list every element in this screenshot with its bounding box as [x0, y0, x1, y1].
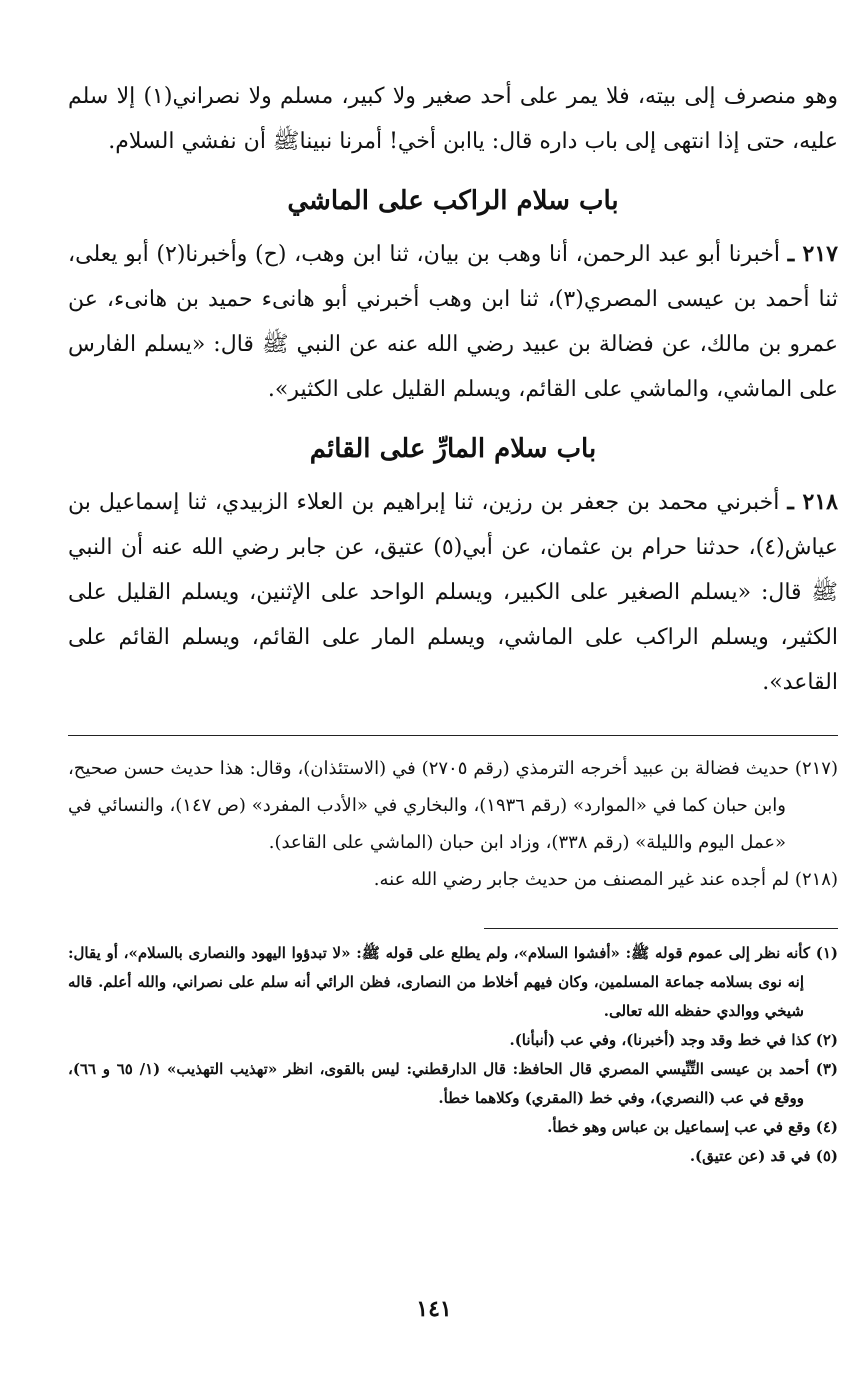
intro-paragraph: وهو منصرف إلى بيته، فلا يمر على أحد صغير ولا كبير، مسلم ولا نصراني(١) إلا سلم عليه، حتى إذا انتهى إلى باب داره قال: ياابن أخي! أمرنا نبيناﷺ أن نفشي السلام.: [68, 84, 838, 154]
footnote-4: (٤) وقع في عب إسماعيل بن عباس وهو خطأ.: [547, 1118, 838, 1136]
section-heading-2: باب سلام المارِّ على القائم: [309, 434, 597, 464]
page-content: [68, 74, 838, 1171]
hadith-text-217: أخبرنا أبو عبد الرحمن، أنا وهب بن بيان، ثنا ابن وهب، (ح) وأخبرنا(٢) أبو يعلى، ثنا أحمد بن عيسى المصري(٣)، ثنا ابن وهب أخبرني أبو هانىء حميد بن هانىء، عن عمرو بن مالك، عن فضالة بن عبيد رضي الله عنه عن النبي ﷺ قال: «يسلم الفارس على الماشي، والماشي على القائم، ويسلم القليل على الكثير».: [68, 242, 838, 402]
footnote-5: (٥) في قد (عن عتيق).: [689, 1147, 838, 1165]
commentary-218: (٢١٨) لم أجده عند غير المصنف من حديث جابر رضي الله عنه.: [373, 869, 838, 890]
page-number: ١٤١: [416, 1296, 452, 1322]
hadith-number-218: ٢١٨ ـ: [787, 489, 838, 515]
section-heading-1: باب سلام الراكب على الماشي: [287, 186, 619, 216]
commentary-217: (٢١٧) حديث فضالة بن عبيد أخرجه الترمذي (رقم ٢٧٠٥) في (الاستئذان)، وقال: هذا حديث حسن صحيح، وابن حبان كما في «الموارد» (رقم ١٩٣٦)، والبخاري في «الأدب المفرد» (ص ١٤٧)، والنسائي في «عمل اليوم والليلة» (رقم ٣٣٨)، وزاد ابن حبان (الماشي على القاعد).: [68, 758, 838, 853]
hadith-217: [68, 232, 838, 412]
hadith-number-217: ٢١٧ ـ: [787, 241, 838, 267]
hadith-text-218: أخبرني محمد بن جعفر بن رزين، ثنا إبراهيم بن العلاء الزبيدي، ثنا إسماعيل بن عياش(٤)، حدثنا حرام بن عثمان، عن أبي(٥) عتيق، عن جابر رضي الله عنه أن النبي ﷺ قال: «يسلم الصغير على الكبير، ويسلم الواحد على الإثنين، ويسلم القليل على الكثير، ويسلم الراكب على الماشي، ويسلم المار على القائم، ويسلم القائم على القاعد».: [68, 490, 838, 695]
commentary-divider: [68, 735, 838, 736]
footnote-2: (٢) كذا في خط وقد وجد (أخبرنا)، وفي عب (أنبأنا).: [509, 1031, 838, 1049]
footnote-divider: [484, 928, 838, 929]
footnote-3: (٣) أحمد بن عيسى التِّنِّيسي المصري قال الحافظ: قال الدارقطني: ليس بالقوى، انظر «تهذيب التهذيب» (١/ ٦٥ و ٦٦)، ووقع في عب (النصري)، وفي خط (المقري) وكلاهما خطأ.: [68, 1060, 838, 1107]
hadith-218: [68, 480, 838, 705]
footnote-1: (١) كأنه نظر إلى عموم قوله ﷺ: «أفشوا السلام»، ولم يطلع على قوله ﷺ: «لا تبدؤوا اليهود والنصارى بالسلام»، أو يقال: إنه نوى بسلامه جماعة المسلمين، وكان فيهم أخلاط من النصارى، فظن الرائي أنه سلم على نصراني، والله أعلم. قاله شيخي ووالدي حفظه الله تعالى.: [68, 944, 838, 1020]
